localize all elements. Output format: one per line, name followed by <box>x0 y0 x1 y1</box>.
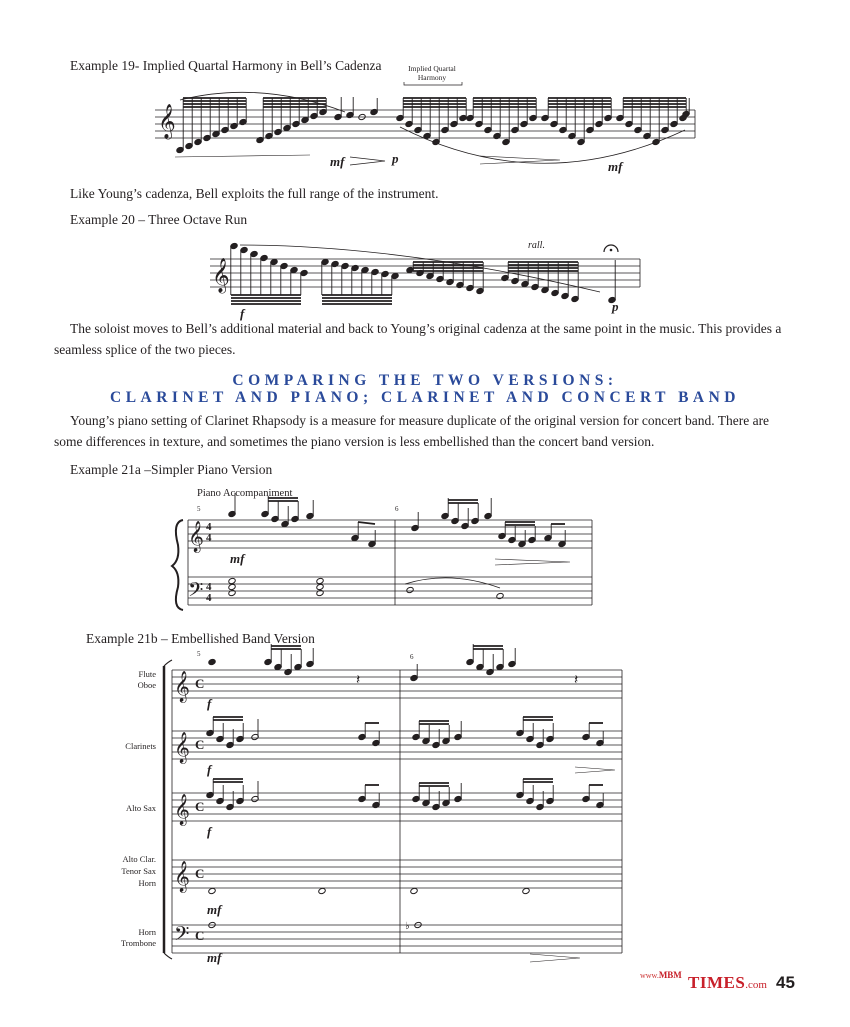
dynamic-f: f <box>207 696 212 711</box>
dynamic-f: f <box>207 824 212 839</box>
treble-clef-icon: 𝄞 <box>212 259 230 292</box>
instrument-label: Alto Sax <box>126 803 156 813</box>
treble-clef-icon: 𝄞 <box>188 521 204 551</box>
svg-text:C: C <box>195 737 205 752</box>
dynamic-mf: mf <box>230 551 245 566</box>
paragraph: The soloist moves to Bell’s additional material and back to Young’s original cadenza at the same point in the music. This provides a seamless splice of the two pieces. <box>54 321 782 357</box>
dynamic-p: p <box>392 151 399 166</box>
instrument-label: Horn <box>138 878 156 888</box>
dynamic-f: f <box>207 762 212 777</box>
treble-clef-icon: 𝄞 <box>174 732 190 762</box>
treble-clef-icon: 𝄞 <box>174 861 190 891</box>
svg-text:4: 4 <box>206 592 212 604</box>
dynamic-mf: mf <box>207 902 222 917</box>
svg-text:C: C <box>195 928 205 943</box>
footer-www: www. <box>640 971 659 980</box>
treble-clef-icon: 𝄞 <box>158 105 176 138</box>
instrument-label: Clarinets <box>125 741 156 751</box>
bass-clef-icon: 𝄢 <box>174 924 190 950</box>
piano-accompaniment-title: Piano Accompaniment <box>197 488 293 499</box>
dynamic-p: p <box>612 299 619 314</box>
treble-clef-icon: 𝄞 <box>174 671 190 701</box>
dynamic-mf: mf <box>608 159 623 174</box>
paragraph: Like Young’s cadenza, Bell exploits the full range of the instrument. <box>70 186 439 201</box>
example-21b-caption: Example 21b – Embellished Band Version <box>86 631 315 646</box>
instrument-label: Oboe <box>137 680 156 690</box>
svg-text:𝄽: 𝄽 <box>356 673 361 688</box>
dynamic-f: f <box>240 306 245 321</box>
svg-text:♭: ♭ <box>405 921 410 932</box>
svg-text:4: 4 <box>206 581 212 593</box>
quartal-annotation-line1: Implied Quartal <box>408 64 456 73</box>
section-heading-line1: COMPARING THE TWO VERSIONS: <box>232 372 618 389</box>
measure-number: 6 <box>410 653 414 661</box>
example-19-caption: Example 19- Implied Quartal Harmony in Bell’s Cadenza <box>70 58 382 73</box>
svg-text:4: 4 <box>206 521 212 533</box>
instrument-label: Alto Clar. <box>122 854 156 864</box>
dynamic-mf: mf <box>207 950 222 965</box>
example-20-caption: Example 20 – Three Octave Run <box>70 212 248 227</box>
instrument-label: Trombone <box>120 938 156 948</box>
measure-number: 5 <box>197 650 201 658</box>
example-21a-caption: Example 21a –Simpler Piano Version <box>70 462 273 477</box>
svg-text:C: C <box>195 676 205 691</box>
section-heading-line2: CLARINET AND PIANO; CLARINET AND CONCERT BAND <box>110 389 740 406</box>
paragraph: Young’s piano setting of Clarinet Rhapsody is a measure for measure duplicate of the original version for concert band. There are some differences in texture, and sometimes the piano version is less embellished than the concert band version. <box>54 413 770 449</box>
measure-number: 6 <box>395 505 399 513</box>
svg-text:C: C <box>195 799 205 814</box>
tempo-marking: rall. <box>528 240 545 251</box>
instrument-label: Flute <box>138 669 156 679</box>
dynamic-mf: mf <box>330 154 345 169</box>
footer-mbm: MBM <box>658 970 682 980</box>
footer-brand <box>688 973 767 993</box>
footer-times: TIMES <box>688 973 746 992</box>
instrument-label: Tenor Sax <box>121 866 156 876</box>
footer-com: .com <box>745 979 767 991</box>
svg-text:𝄽: 𝄽 <box>574 673 579 688</box>
page-number: 45 <box>776 973 795 992</box>
footer-logo <box>640 965 682 983</box>
instrument-label: Horn <box>138 927 156 937</box>
svg-text:4: 4 <box>206 532 212 544</box>
treble-clef-icon: 𝄞 <box>174 794 190 824</box>
bass-clef-icon: 𝄢 <box>188 580 204 606</box>
quartal-annotation-line2: Harmony <box>417 73 447 82</box>
measure-number: 5 <box>197 505 201 513</box>
svg-text:C: C <box>195 866 205 881</box>
